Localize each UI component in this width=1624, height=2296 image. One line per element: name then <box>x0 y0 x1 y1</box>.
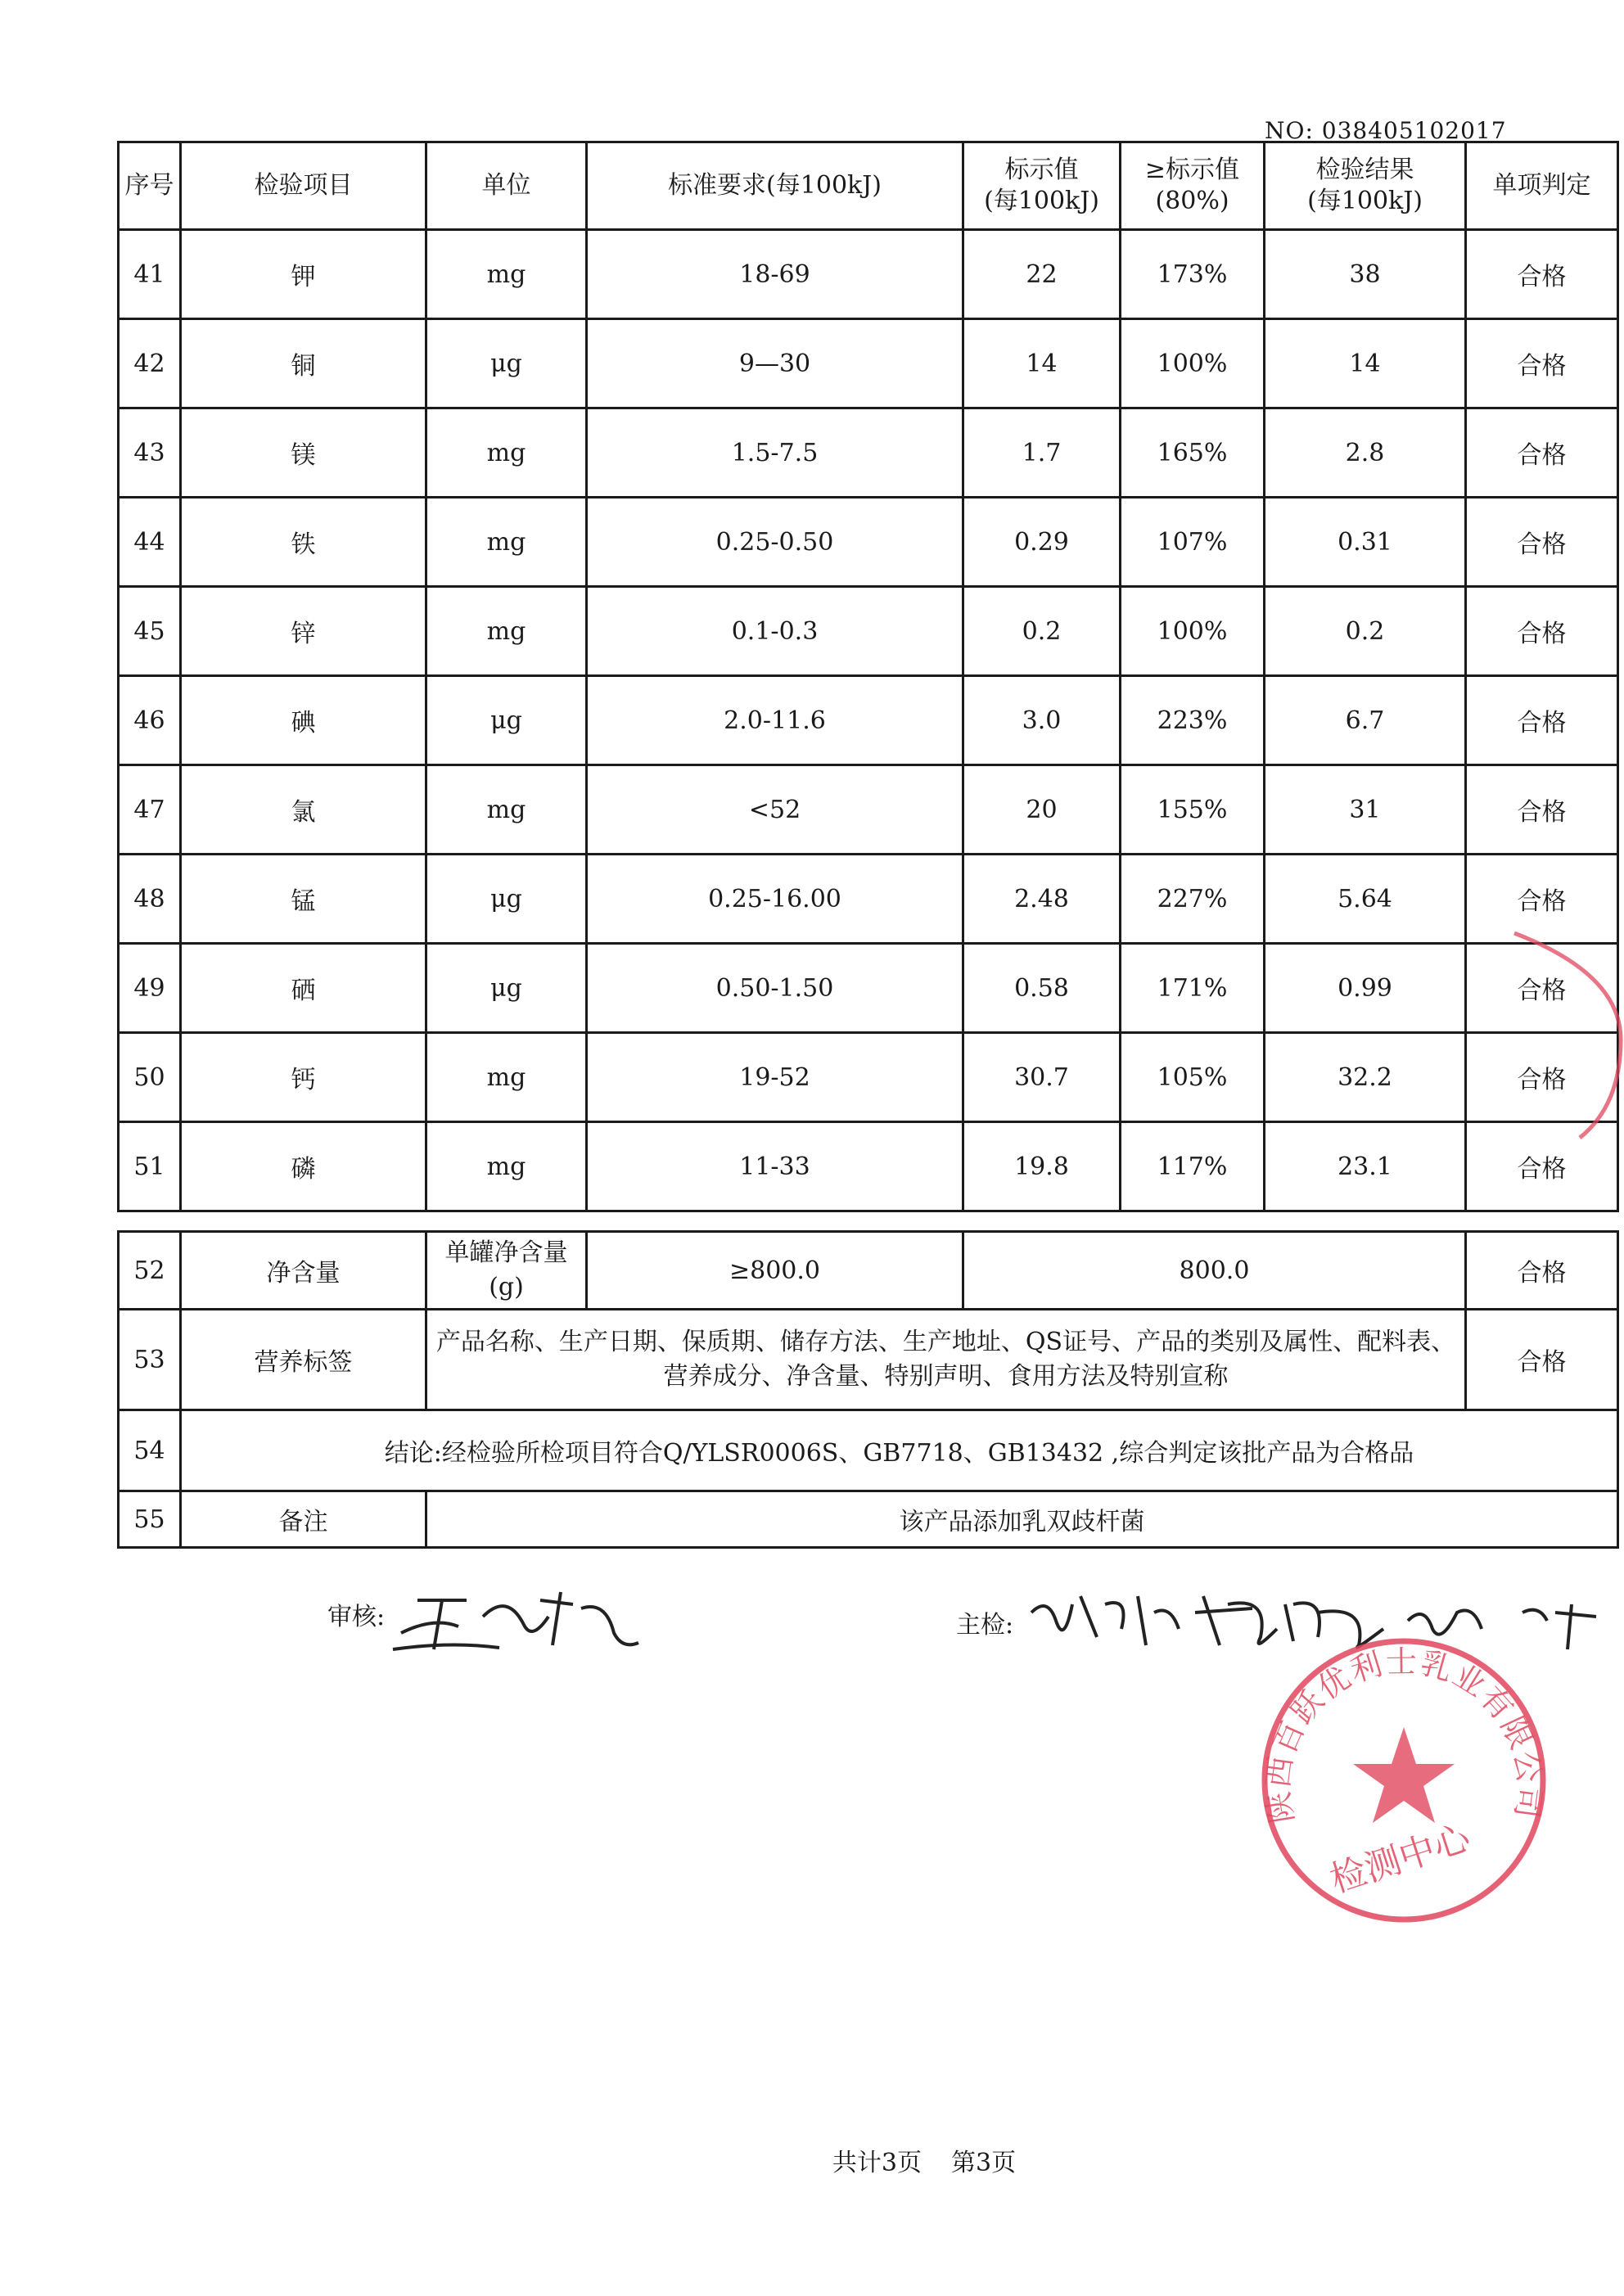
reviewer-label: 审核: <box>327 1603 386 1631</box>
row-unit: μg <box>426 676 587 765</box>
row-judgement: 合格 <box>1466 676 1618 765</box>
row-unit: μg <box>426 944 587 1033</box>
row-percent: 100% <box>1121 319 1265 408</box>
row-judgement: 合格 <box>1466 855 1618 944</box>
row-no: 47 <box>119 765 181 855</box>
row-item: 碘 <box>181 676 426 765</box>
page-footer <box>0 2142 1624 2178</box>
row-result: 6.7 <box>1265 676 1466 765</box>
row-no: 42 <box>119 319 181 408</box>
row-no: 46 <box>119 676 181 765</box>
inspection-table <box>117 141 1619 1549</box>
row-percent: 117% <box>1121 1122 1265 1211</box>
row-item: 磷 <box>181 1122 426 1211</box>
row-percent: 100% <box>1121 587 1265 676</box>
row-judgement: 合格 <box>1466 408 1618 498</box>
row-judgement: 合格 <box>1466 587 1618 676</box>
row-no: 51 <box>119 1122 181 1211</box>
row-no: 49 <box>119 944 181 1033</box>
chief-label: 主检: <box>956 1611 1014 1640</box>
row-judgement: 合格 <box>1466 1232 1618 1310</box>
row-percent: 105% <box>1121 1033 1265 1122</box>
row-result: 31 <box>1265 765 1466 855</box>
conclusion-text: 结论:经检验所检项目符合Q/YLSR0006S、GB7718、GB13432 ,综合判定该批产品为合格品 <box>181 1410 1618 1491</box>
row-no: 44 <box>119 498 181 587</box>
header-result: 检验结果 (每100kJ) <box>1265 142 1466 230</box>
row-no: 43 <box>119 408 181 498</box>
row-result: 38 <box>1265 230 1466 319</box>
row-standard: 0.1-0.3 <box>587 587 963 676</box>
table-row-52 <box>119 1232 1618 1310</box>
row-item: 锌 <box>181 587 426 676</box>
row-result: 23.1 <box>1265 1122 1466 1211</box>
row-unit: mg <box>426 587 587 676</box>
report-number: NO: 038405102017 <box>1265 117 1507 144</box>
row-standard: 0.50-1.50 <box>587 944 963 1033</box>
row-label-value: 0.2 <box>963 587 1121 676</box>
row-judgement: 合格 <box>1466 1033 1618 1122</box>
row-no: 55 <box>119 1491 181 1548</box>
table-separator <box>119 1211 1618 1232</box>
row-label-value: 30.7 <box>963 1033 1121 1122</box>
row-item: 营养标签 <box>181 1310 426 1410</box>
table-row-55 <box>119 1491 1618 1548</box>
row-unit: mg <box>426 1122 587 1211</box>
row-standard: 0.25-0.50 <box>587 498 963 587</box>
row-result: 2.8 <box>1265 408 1466 498</box>
row-unit: mg <box>426 498 587 587</box>
row-label-value: 0.29 <box>963 498 1121 587</box>
table-row <box>119 319 1618 408</box>
footer-current-page: 第3页 <box>951 2149 1017 2177</box>
row-result: 800.0 <box>963 1232 1466 1310</box>
row-item: 铜 <box>181 319 426 408</box>
row-no: 54 <box>119 1410 181 1491</box>
row-result: 0.2 <box>1265 587 1466 676</box>
row-unit: mg <box>426 1033 587 1122</box>
table-row <box>119 1122 1618 1211</box>
partial-stamp-arc <box>1498 917 1624 1146</box>
row-item: 净含量 <box>181 1232 426 1310</box>
table-row <box>119 944 1618 1033</box>
row-label-value: 1.7 <box>963 408 1121 498</box>
row-standard: <52 <box>587 765 963 855</box>
header-unit: 单位 <box>426 142 587 230</box>
row-result: 5.64 <box>1265 855 1466 944</box>
header-standard: 标准要求(每100kJ) <box>587 142 963 230</box>
reviewer-signature <box>385 1568 647 1666</box>
row-item: 铁 <box>181 498 426 587</box>
row-label-value: 2.48 <box>963 855 1121 944</box>
row-label-value: 0.58 <box>963 944 1121 1033</box>
table-row <box>119 855 1618 944</box>
row-judgement: 合格 <box>1466 319 1618 408</box>
row-unit: μg <box>426 319 587 408</box>
table-header-row <box>119 142 1618 230</box>
row-label-value: 19.8 <box>963 1122 1121 1211</box>
table-row <box>119 676 1618 765</box>
row-item: 硒 <box>181 944 426 1033</box>
row-percent: 173% <box>1121 230 1265 319</box>
row-no: 53 <box>119 1310 181 1410</box>
row-item: 锰 <box>181 855 426 944</box>
row-percent: 155% <box>1121 765 1265 855</box>
row-judgement: 合格 <box>1466 498 1618 587</box>
row-item: 备注 <box>181 1491 426 1548</box>
row-no: 48 <box>119 855 181 944</box>
row-standard: 19-52 <box>587 1033 963 1122</box>
row-content: 产品名称、生产日期、保质期、储存方法、生产地址、QS证号、产品的类别及属性、配料表、营养成分、净含量、特别声明、食用方法及特别宣称 <box>426 1310 1466 1410</box>
row-standard: 2.0-11.6 <box>587 676 963 765</box>
header-percent: ≥标示值 (80%) <box>1121 142 1265 230</box>
table-row <box>119 1033 1618 1122</box>
row-no: 52 <box>119 1232 181 1310</box>
remark-text: 该产品添加乳双歧杆菌 <box>426 1491 1618 1548</box>
row-judgement: 合格 <box>1466 230 1618 319</box>
header-seq: 序号 <box>119 142 181 230</box>
row-standard: 18-69 <box>587 230 963 319</box>
row-label-value: 22 <box>963 230 1121 319</box>
table-row <box>119 765 1618 855</box>
row-item: 钾 <box>181 230 426 319</box>
row-label-value: 14 <box>963 319 1121 408</box>
row-percent: 165% <box>1121 408 1265 498</box>
footer-total-pages: 共计3页 <box>832 2149 922 2177</box>
seal-center-text: 检测中心 <box>1324 1816 1476 1901</box>
row-percent: 107% <box>1121 498 1265 587</box>
row-judgement: 合格 <box>1466 944 1618 1033</box>
row-unit: 单罐净含量(g) <box>426 1232 587 1310</box>
table-row <box>119 230 1618 319</box>
table-row-53 <box>119 1310 1618 1410</box>
table-row <box>119 498 1618 587</box>
row-result: 32.2 <box>1265 1033 1466 1122</box>
row-item: 钙 <box>181 1033 426 1122</box>
header-item: 检验项目 <box>181 142 426 230</box>
row-no: 45 <box>119 587 181 676</box>
table-row-54 <box>119 1410 1618 1491</box>
table-row <box>119 587 1618 676</box>
company-seal <box>1248 1625 1559 1936</box>
row-judgement: 合格 <box>1466 1310 1618 1410</box>
row-judgement: 合格 <box>1466 1122 1618 1211</box>
row-no: 50 <box>119 1033 181 1122</box>
header-label-value: 标示值 (每100kJ) <box>963 142 1121 230</box>
row-percent: 171% <box>1121 944 1265 1033</box>
row-label-value: 20 <box>963 765 1121 855</box>
table-row <box>119 408 1618 498</box>
row-label-value: 3.0 <box>963 676 1121 765</box>
row-standard: 11-33 <box>587 1122 963 1211</box>
seal-company-name: 陕西百跃优利士乳业有限公司 <box>1259 1643 1549 1826</box>
row-percent: 223% <box>1121 676 1265 765</box>
row-unit: mg <box>426 765 587 855</box>
row-standard: 1.5-7.5 <box>587 408 963 498</box>
row-unit: μg <box>426 855 587 944</box>
row-no: 41 <box>119 230 181 319</box>
header-judgement: 单项判定 <box>1466 142 1618 230</box>
row-item: 氯 <box>181 765 426 855</box>
row-percent: 227% <box>1121 855 1265 944</box>
row-standard: 9—30 <box>587 319 963 408</box>
row-result: 14 <box>1265 319 1466 408</box>
row-standard: ≥800.0 <box>587 1232 963 1310</box>
row-unit: mg <box>426 408 587 498</box>
row-unit: mg <box>426 230 587 319</box>
row-result: 0.31 <box>1265 498 1466 587</box>
row-standard: 0.25-16.00 <box>587 855 963 944</box>
row-judgement: 合格 <box>1466 765 1618 855</box>
row-item: 镁 <box>181 408 426 498</box>
row-result: 0.99 <box>1265 944 1466 1033</box>
